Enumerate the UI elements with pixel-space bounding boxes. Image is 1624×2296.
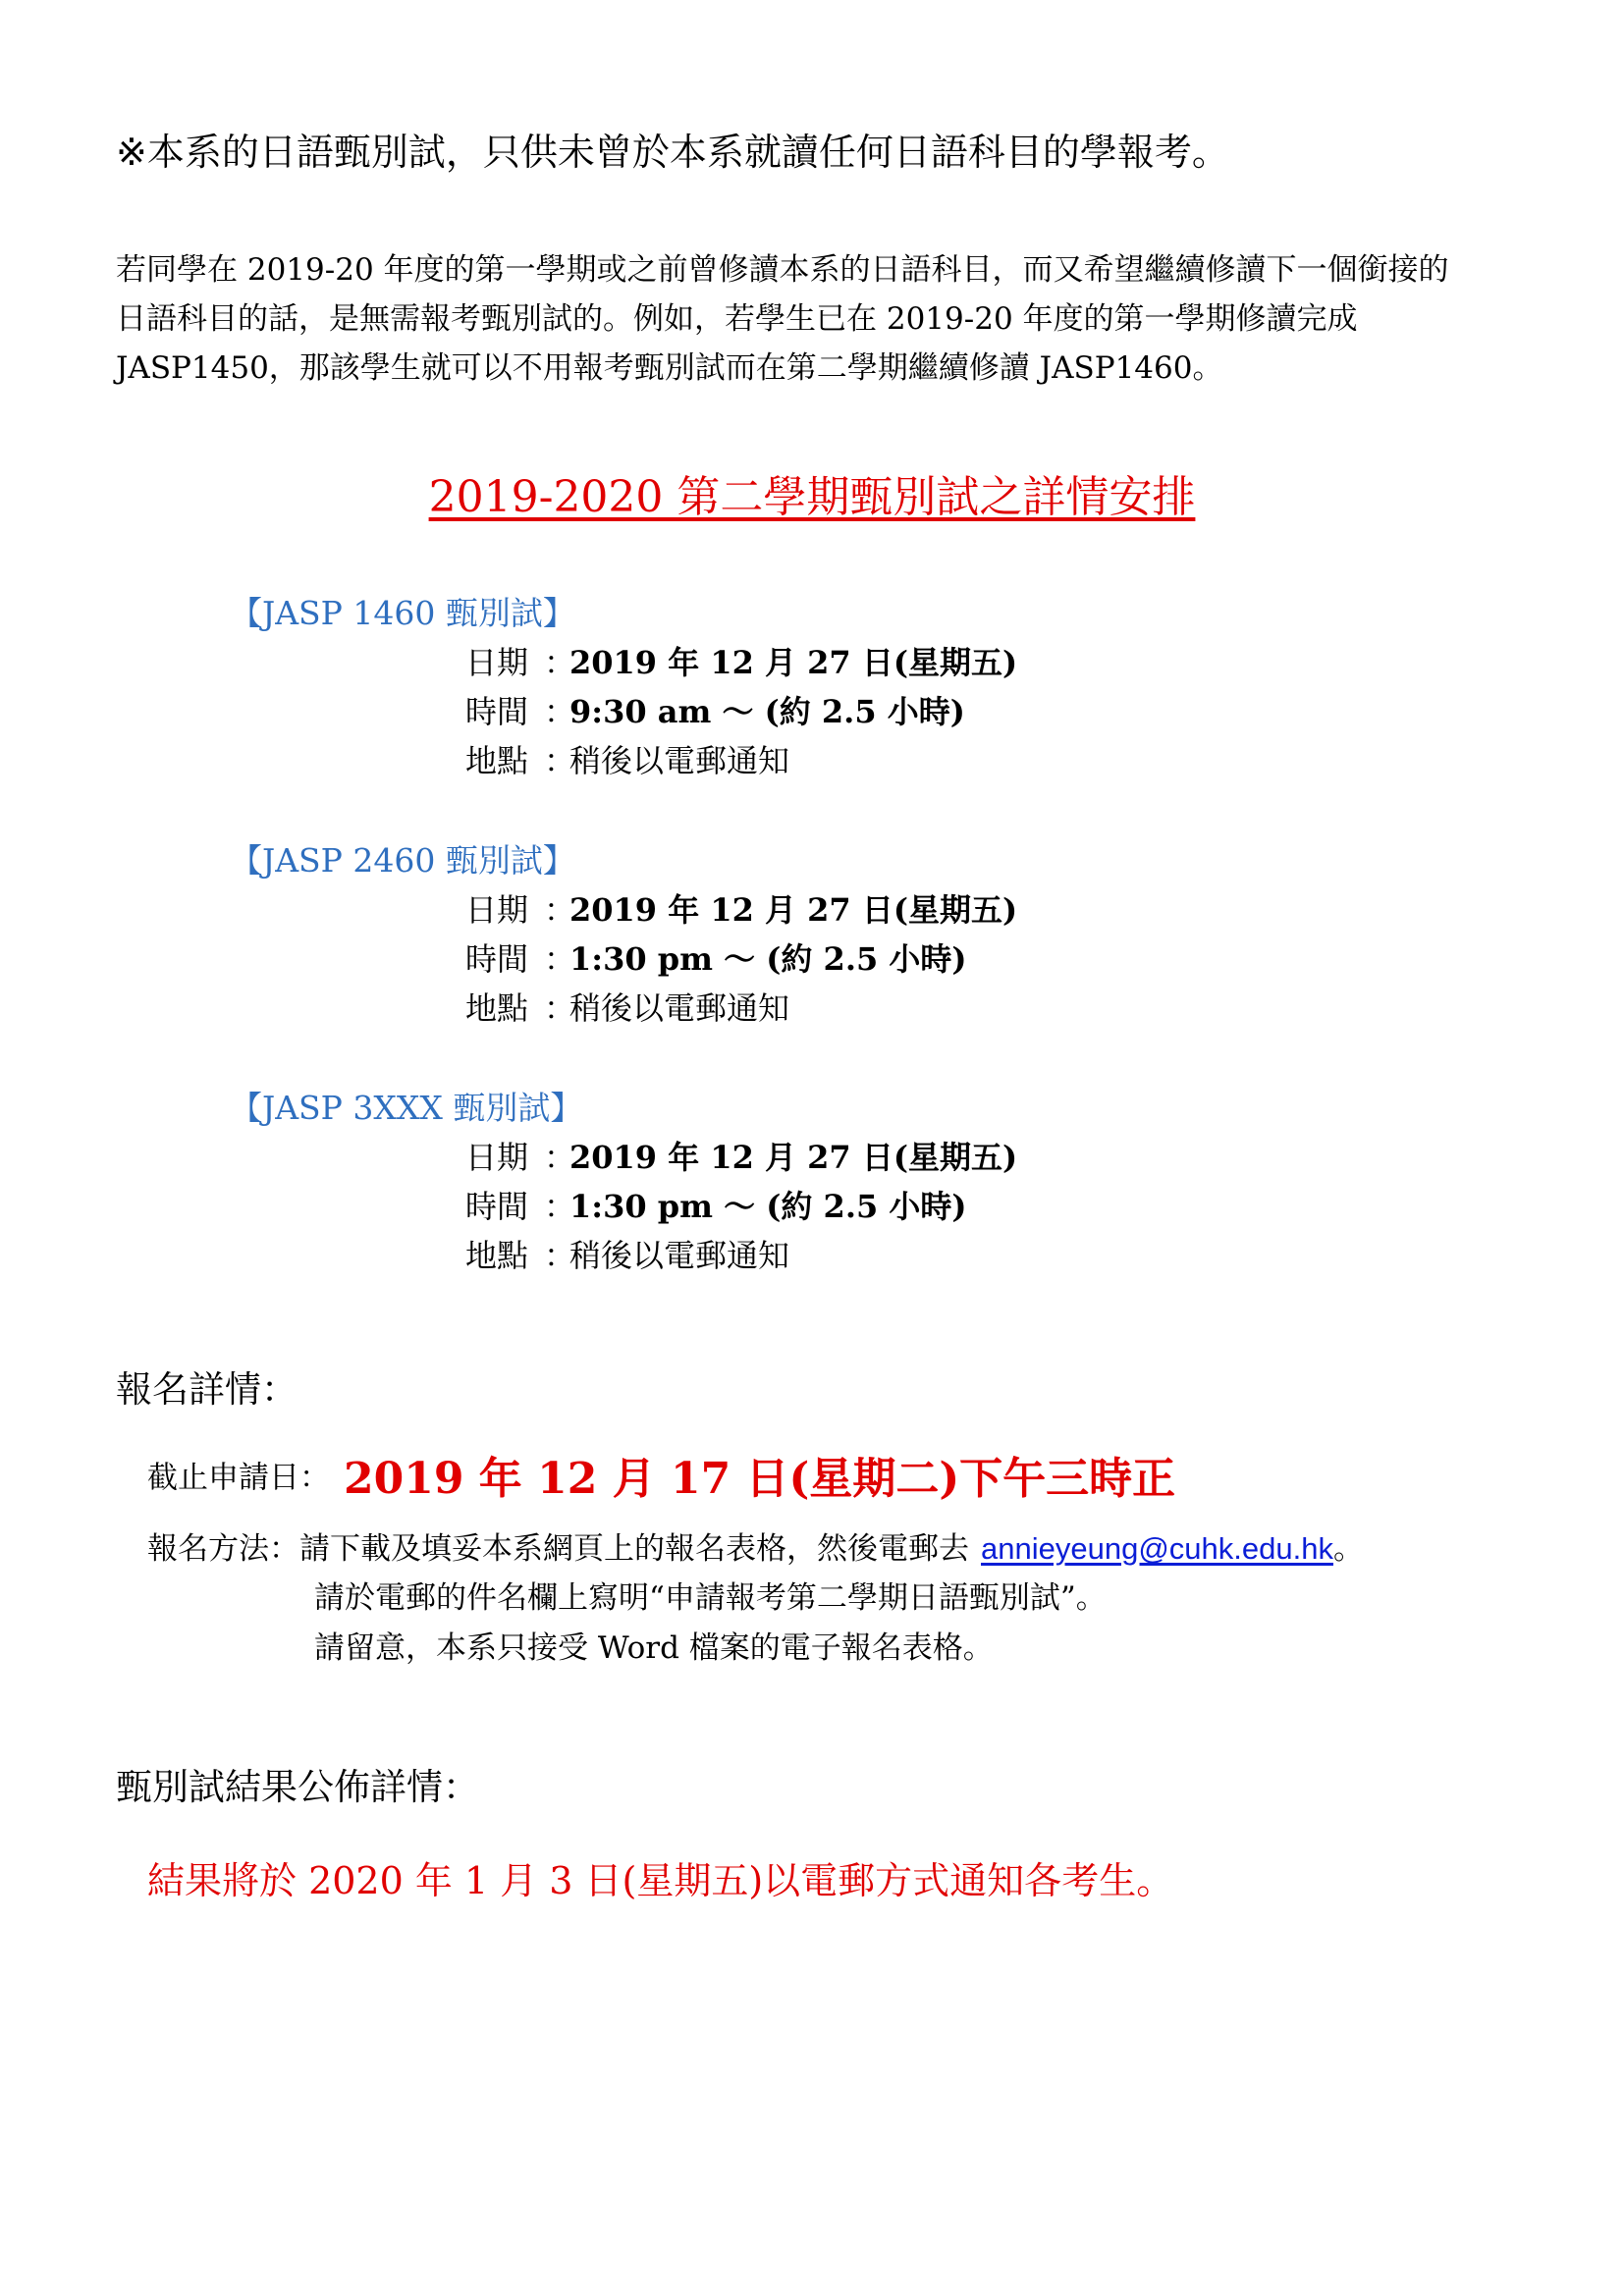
intro-line: JASP1450，那該學生就可以不用報考甄別試而在第二學期繼續修讀 JASP1460。 bbox=[116, 350, 1223, 386]
exam-time: 9:30 am ～ (約 2.5 小時) bbox=[569, 693, 965, 730]
method-line: 請留意，本系只接受 Word 檔案的電子報名表格。 bbox=[314, 1630, 994, 1666]
intro-paragraph bbox=[116, 245, 1520, 393]
exam-block-2460 bbox=[230, 836, 1017, 1033]
exam-location-row bbox=[465, 984, 1017, 1033]
result-announcement: 結果將於 2020 年 1 月 3 日(星期五)以電郵方式通知各考生。 bbox=[147, 1859, 1174, 1902]
exam-date: 2019 年 12 月 27 日(星期五) bbox=[569, 644, 1018, 681]
location-label: 地點 bbox=[465, 742, 529, 779]
method-text: 請下載及填妥本系網頁上的報名表格，然後電郵去 bbox=[299, 1531, 969, 1567]
exam-title: 【JASP 3XXX 甄別試】 bbox=[230, 1089, 583, 1127]
exam-title: 【JASP 2460 甄別試】 bbox=[230, 841, 575, 880]
time-label: 時間 bbox=[465, 1188, 529, 1225]
exam-location-row bbox=[465, 1231, 1017, 1280]
exam-time-row bbox=[465, 687, 1017, 736]
colon: ： bbox=[544, 989, 576, 1027]
exam-time: 1:30 pm ～ (約 2.5 小時) bbox=[569, 1188, 967, 1225]
intro-line: 日語科目的話，是無需報考甄別試的。例如，若學生已在 2019-20 年度的第一學期修讀完成 bbox=[116, 301, 1358, 337]
colon: ： bbox=[544, 693, 576, 730]
exam-date-row bbox=[465, 1133, 1017, 1182]
colon: ： bbox=[544, 1139, 576, 1176]
signup-method bbox=[147, 1523, 1364, 1674]
exam-location-row bbox=[465, 736, 1017, 785]
exam-date-row bbox=[465, 638, 1017, 687]
time-label: 時間 bbox=[465, 693, 529, 730]
exam-location: 稍後以電郵通知 bbox=[569, 989, 790, 1027]
exam-time-row bbox=[465, 1182, 1017, 1231]
colon: ： bbox=[544, 940, 576, 978]
result-heading: 甄別試結果公佈詳情： bbox=[116, 1766, 479, 1808]
colon: ： bbox=[544, 1188, 576, 1225]
exam-location: 稍後以電郵通知 bbox=[569, 742, 790, 779]
deadline-row bbox=[147, 1443, 1175, 1506]
exam-location: 稍後以電郵通知 bbox=[569, 1237, 790, 1274]
deadline-date: 2019 年 12 月 17 日(星期二)下午三時正 bbox=[344, 1454, 1176, 1504]
exam-block-3xxx bbox=[230, 1084, 1017, 1280]
location-label: 地點 bbox=[465, 1237, 529, 1274]
location-label: 地點 bbox=[465, 989, 529, 1027]
exam-date: 2019 年 12 月 27 日(星期五) bbox=[569, 1139, 1018, 1176]
date-label: 日期 bbox=[465, 644, 529, 681]
date-label: 日期 bbox=[465, 891, 529, 929]
email-link[interactable]: annieyeung@cuhk.edu.hk bbox=[981, 1531, 1333, 1566]
method-label: 報名方法： bbox=[147, 1531, 299, 1567]
colon: ： bbox=[544, 891, 576, 929]
main-title: 2019-2020 第二學期甄別試之詳情安排 bbox=[428, 472, 1196, 522]
exam-block-1460 bbox=[230, 589, 1017, 785]
colon: ： bbox=[544, 1237, 576, 1274]
deadline-label: 截止申請日： bbox=[147, 1460, 330, 1496]
signup-heading: 報名詳情： bbox=[116, 1368, 298, 1411]
exam-title: 【JASP 1460 甄別試】 bbox=[230, 594, 575, 632]
colon: ： bbox=[544, 644, 576, 681]
method-line bbox=[147, 1523, 1364, 1574]
eligibility-notice: ※本系的日語甄別試，只供未曾於本系就讀任何日語科目的學報考。 bbox=[116, 131, 1229, 174]
method-line: 請於電郵的件名欄上寫明“申請報考第二學期日語甄別試”。 bbox=[314, 1580, 1107, 1616]
colon: ： bbox=[544, 742, 576, 779]
time-label: 時間 bbox=[465, 940, 529, 978]
date-label: 日期 bbox=[465, 1139, 529, 1176]
intro-line: 若同學在 2019-20 年度的第一學期或之前曾修讀本系的日語科目，而又希望繼續修讀下一個銜接的 bbox=[116, 252, 1449, 288]
exam-date: 2019 年 12 月 27 日(星期五) bbox=[569, 891, 1018, 929]
exam-date-row bbox=[465, 885, 1017, 934]
exam-time: 1:30 pm ～ (約 2.5 小時) bbox=[569, 940, 967, 978]
method-text-end: 。 bbox=[1332, 1531, 1364, 1567]
exam-time-row bbox=[465, 934, 1017, 984]
